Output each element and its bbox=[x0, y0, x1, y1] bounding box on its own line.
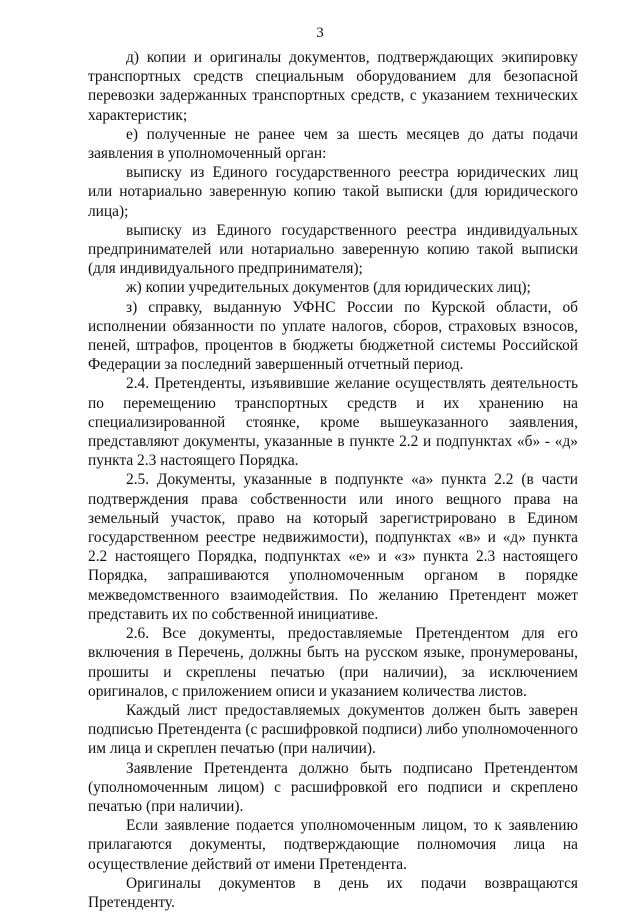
paragraph-e-recent-docs: е) полученные не ранее чем за шесть месяцев до даты подачи заявления в уполномоченный орган: bbox=[88, 125, 578, 163]
paragraph-zh-founding-docs: ж) копии учредительных документов (для юридических лиц); bbox=[126, 279, 531, 297]
paragraph-2-4: 2.4. Претенденты, изъявившие желание осуществлять деятельность по перемещению транспортных средств и их хранению на специализированной стоянке, кроме вышеуказанного заявления, представляют документы, указанные в пункте 2.2 и подпунктах «б» - «д» пункта 2.3 настоящего Порядка. bbox=[88, 375, 578, 470]
paragraph-2-6: 2.6. Все документы, предоставляемые Претендентом для его включения в Перечень, должны быть на русском языке, пронумерованы, прошиты и скреплены печатью (при наличии), за исключением оригиналов, с приложением описи и указанием количества листов. bbox=[88, 625, 578, 700]
paragraph-authorized-person: Если заявление подается уполномоченным лицом, то к заявлению прилагаются документы, подтверждающие полномочия лица на осуществление действий от имени Претендента. bbox=[88, 817, 578, 873]
paragraph-d-equipment-docs: д) копии и оригиналы документов, подтверждающих экипировку транспортных средств специальным оборудованием для безопасной перевозки задержанных транспортных средств, с указанием технических характеристик; bbox=[88, 49, 578, 124]
paragraph-2-5: 2.5. Документы, указанные в подпункте «а» пункта 2.2 (в части подтверждения права собственности или иного вещного права на земельный участок, право на который зарегистрировано в Едином государственном реестре недвижимости), подпунктах «в» и «д» пункта 2.2 настоящего Порядка, подпунктах «е» и «з» пункта 2.3 настоящего Порядка, запрашиваются уполномоченным органом в порядке межведомственного взаимодействия. По желанию Претендент может представить их по собственной инициативе. bbox=[88, 471, 578, 623]
paragraph-egrip-extract: выписку из Единого государственного реестра индивидуальных предпринимателей или нотариально заверенную копию такой выписки (для индивидуального предпринимателя); bbox=[88, 221, 578, 278]
page-number: 3 bbox=[316, 25, 324, 41]
paragraph-sheet-certification: Каждый лист предоставляемых документов должен быть заверен подписью Претендента (с расшифровкой подписи) либо уполномоченного им лица и скреплен печатью (при наличии). bbox=[88, 701, 578, 758]
document-body bbox=[88, 48, 578, 912]
paragraph-application-signature: Заявление Претендента должно быть подписано Претендентом (уполномоченным лицом) с расшифровкой его подписи и скреплено печатью (при наличии). bbox=[88, 759, 578, 815]
paragraph-egrul-extract: выписку из Единого государственного реестра юридических лиц или нотариально заверенную копию такой выписки (для юридического лица); bbox=[88, 164, 578, 220]
paragraph-z-tax-certificate: з) справку, выданную УФНС России по Курской области, об исполнении обязанности по уплате налогов, сборов, страховых взносов, пеней, штрафов, процентов в бюджеты бюджетной системы Российской Федерации за последний завершенный отчетный период. bbox=[88, 298, 578, 374]
paragraph-originals-returned: Оригиналы документов в день их подачи возвращаются Претенденту. bbox=[88, 874, 578, 911]
